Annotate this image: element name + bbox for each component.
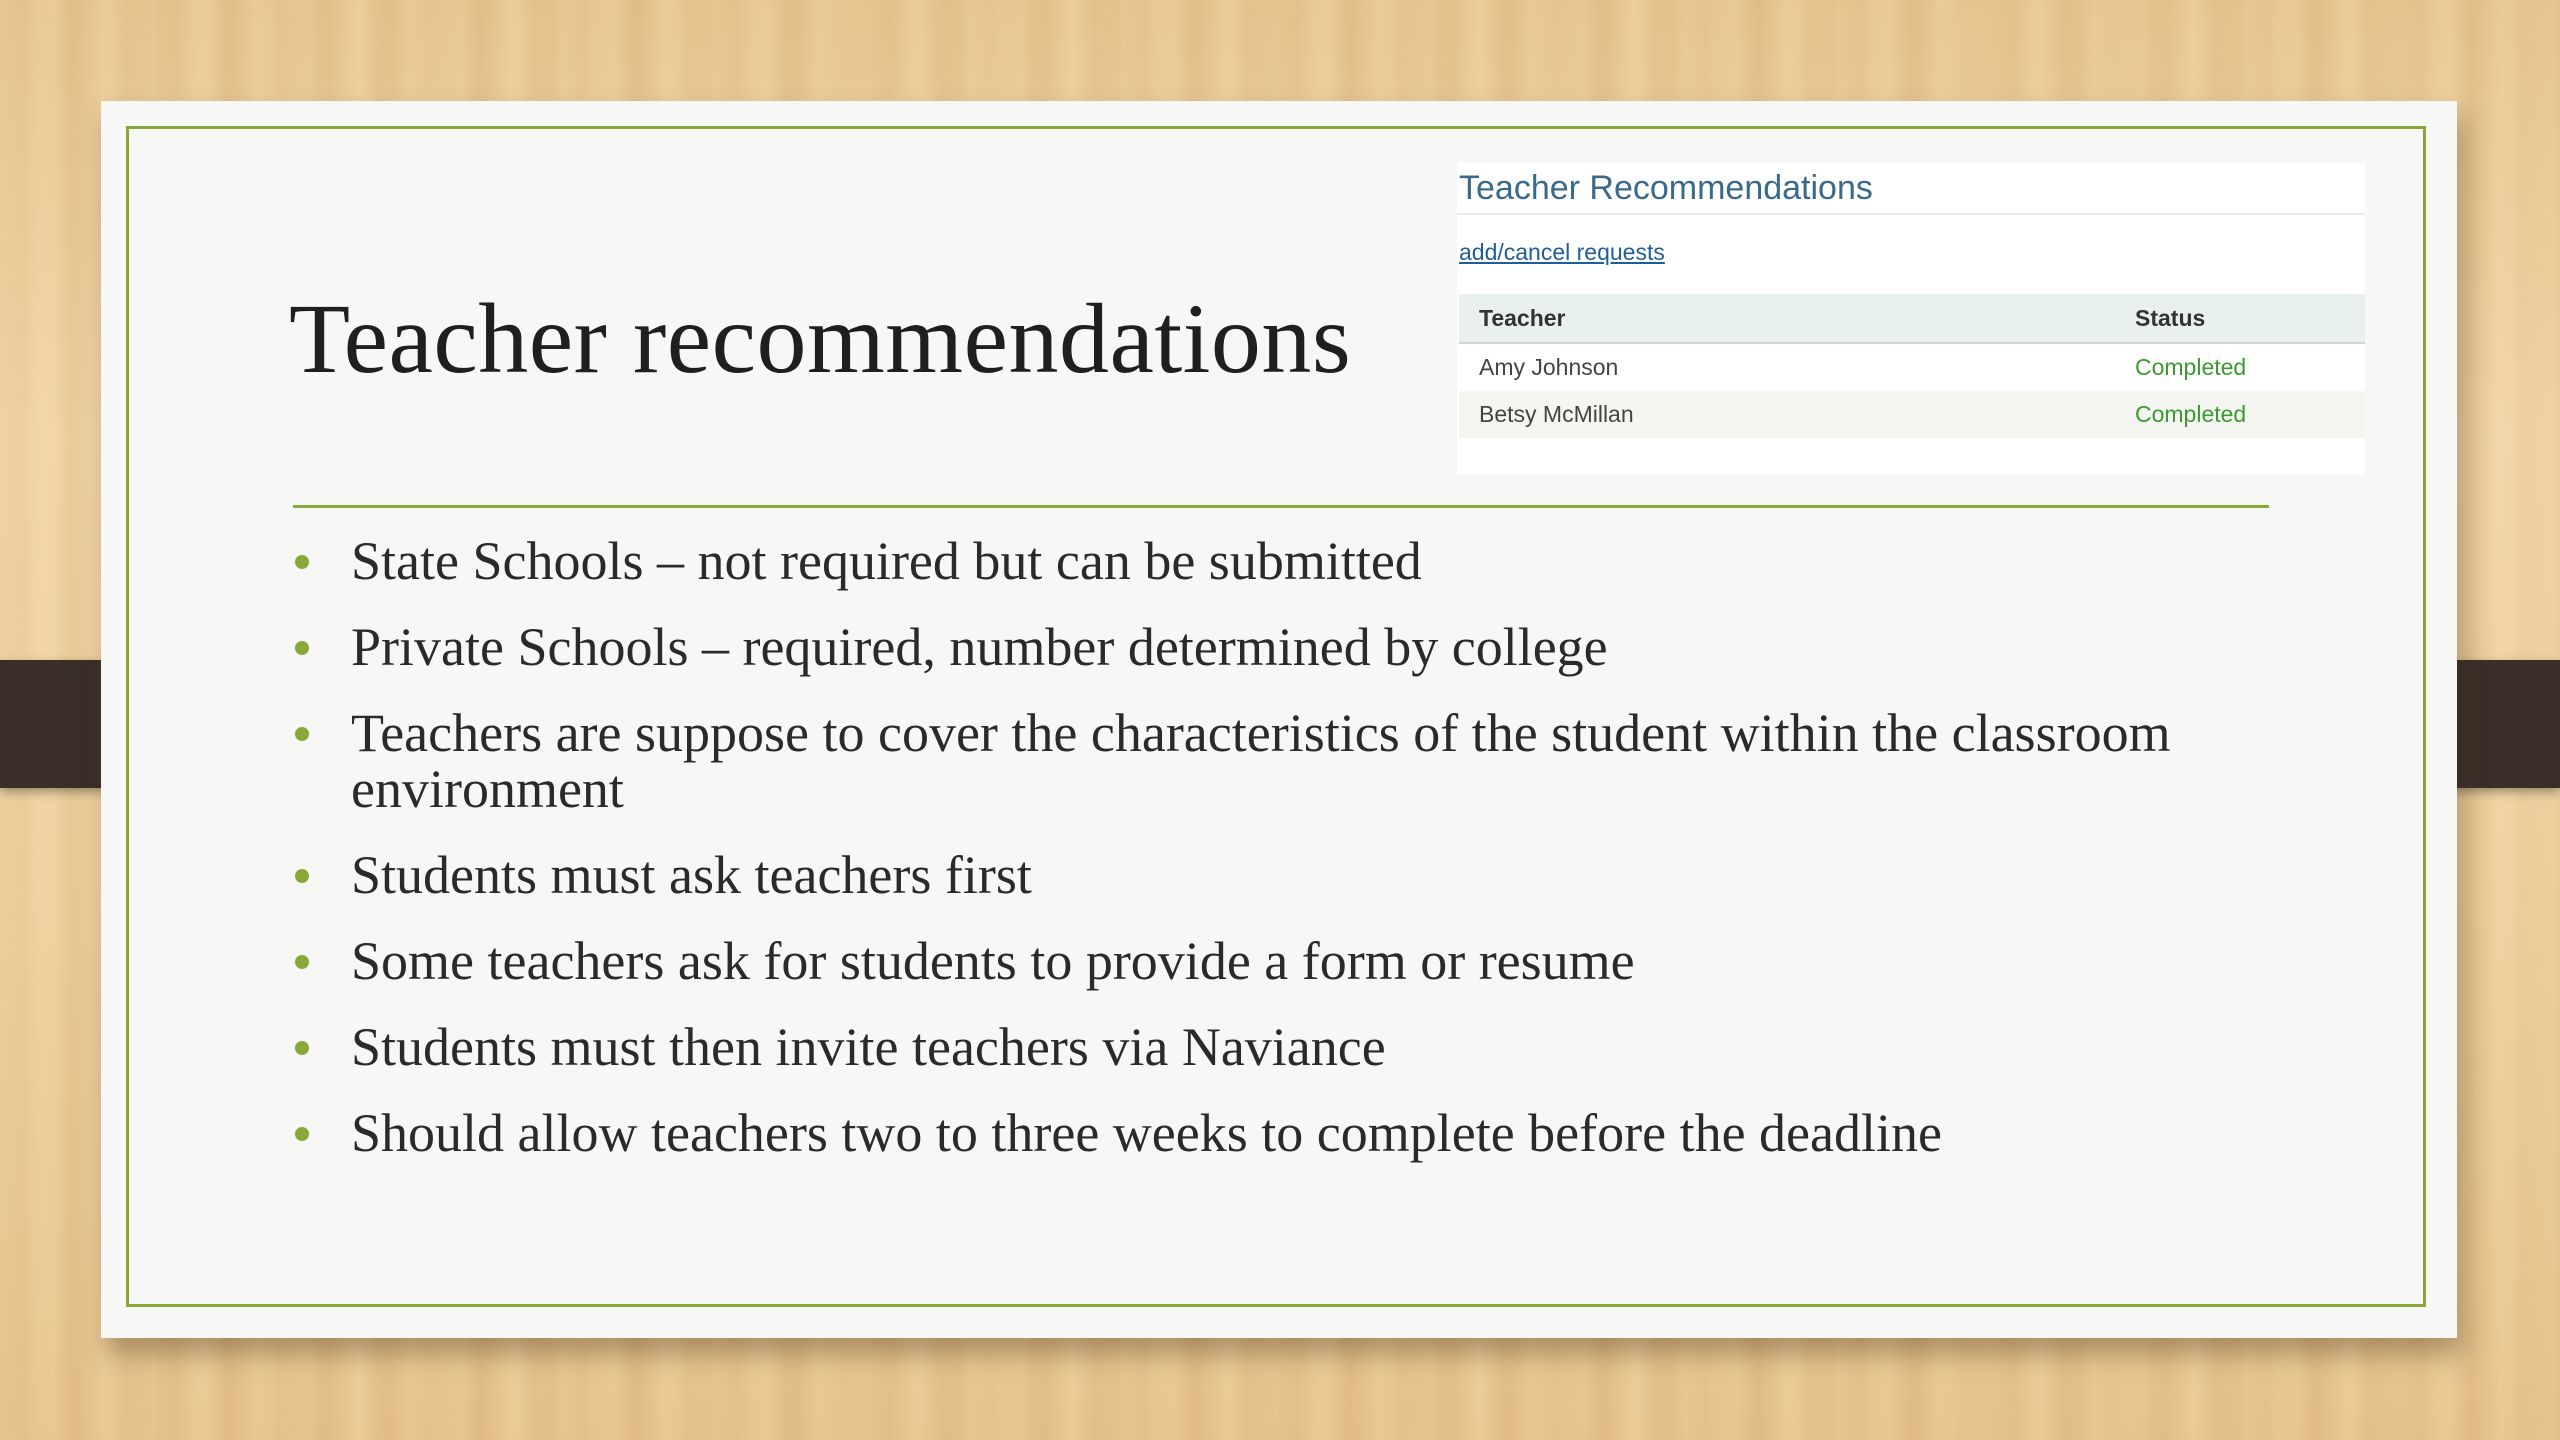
status-value: Completed bbox=[2135, 354, 2247, 380]
table-row bbox=[1459, 391, 2365, 438]
column-header-teacher[interactable]: Teacher bbox=[1459, 294, 2115, 343]
bullet-dot-icon bbox=[295, 1041, 309, 1055]
list-item bbox=[291, 847, 2241, 903]
panel-title: Teacher Recommendations bbox=[1459, 169, 1873, 207]
list-item bbox=[291, 705, 2241, 817]
bullet-text: Some teachers ask for students to provide a form or resume bbox=[351, 931, 1635, 991]
bullet-text: State Schools – not required but can be submitted bbox=[351, 531, 1422, 591]
slide-title: Teacher recommendations bbox=[289, 283, 1352, 394]
list-item bbox=[291, 1105, 2241, 1161]
title-divider-rule bbox=[293, 505, 2269, 508]
list-item bbox=[291, 933, 2241, 989]
slide bbox=[101, 101, 2457, 1338]
bullet-text: Students must then invite teachers via Naviance bbox=[351, 1017, 1386, 1077]
teacher-recommendations-panel bbox=[1457, 163, 2365, 475]
bullet-dot-icon bbox=[295, 641, 309, 655]
bullet-text: Should allow teachers two to three weeks to complete before the deadline bbox=[351, 1103, 1942, 1163]
status-value: Completed bbox=[2115, 391, 2365, 438]
list-item bbox=[291, 533, 2241, 589]
bullet-dot-icon bbox=[295, 869, 309, 883]
column-header-status[interactable]: Status bbox=[2115, 294, 2365, 343]
recommendations-table bbox=[1459, 294, 2365, 438]
bullet-dot-icon bbox=[295, 955, 309, 969]
teacher-name: Betsy McMillan bbox=[1459, 391, 2115, 438]
panel-divider bbox=[1457, 213, 2365, 215]
table-row bbox=[1459, 343, 2365, 391]
bullet-dot-icon bbox=[295, 727, 309, 741]
list-item bbox=[291, 1019, 2241, 1075]
bullet-dot-icon bbox=[295, 1127, 309, 1141]
bullet-list bbox=[291, 533, 2241, 1191]
bullet-text: Teachers are suppose to cover the characteristics of the student within the classroom environment bbox=[351, 703, 2171, 819]
bullet-text: Students must ask teachers first bbox=[351, 845, 1032, 905]
add-cancel-requests-link[interactable]: add/cancel requests bbox=[1459, 239, 1665, 265]
teacher-name: Amy Johnson bbox=[1479, 354, 1619, 380]
table-header-row bbox=[1459, 294, 2365, 343]
list-item bbox=[291, 619, 2241, 675]
bullet-dot-icon bbox=[295, 555, 309, 569]
bullet-text: Private Schools – required, number determined by college bbox=[351, 617, 1608, 677]
